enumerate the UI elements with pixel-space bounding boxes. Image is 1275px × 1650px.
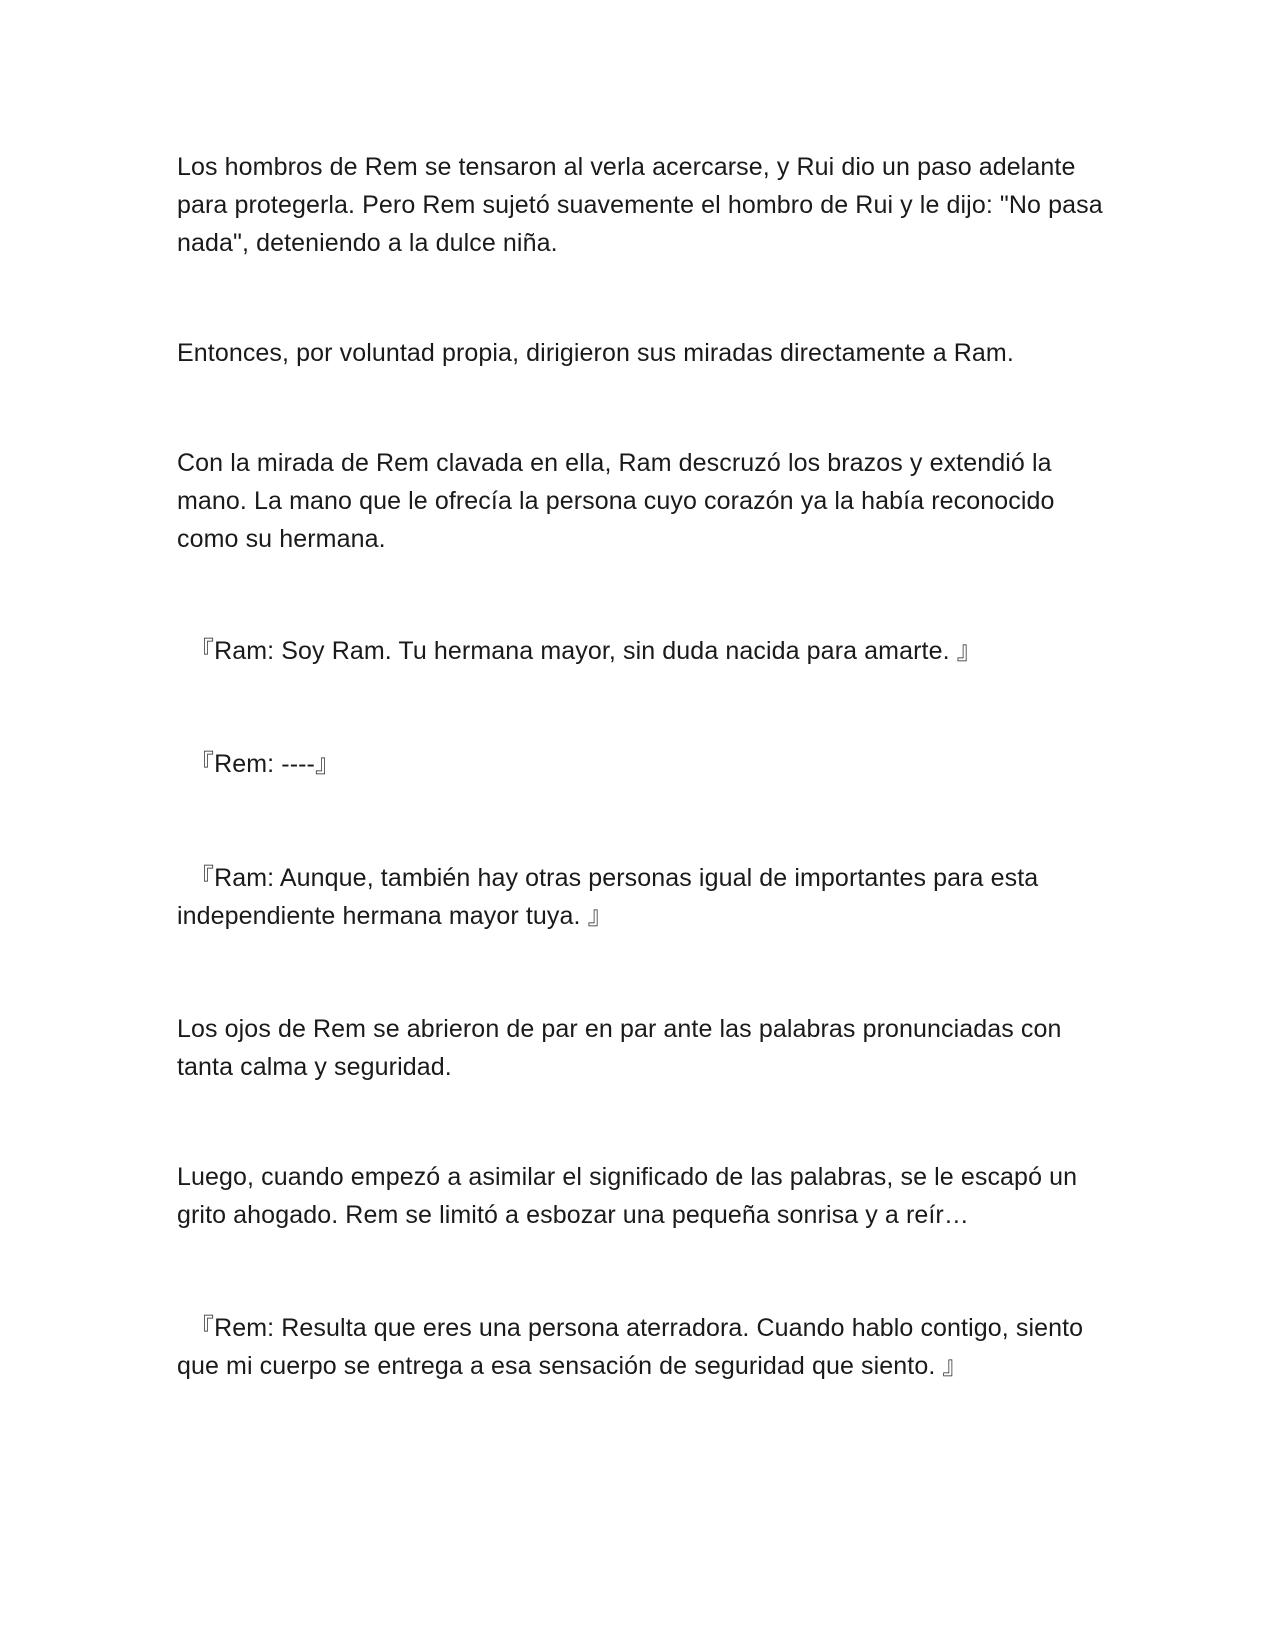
paragraph-dialogue-ram-2: 『Ram: Aunque, también hay otras personas igual de importantes para esta independiente hermana mayor tuya. 』 xyxy=(177,864,1039,930)
paragraph-narration-5: Luego, cuando empezó a asimilar el significado de las palabras, se le escapó un grito ahogado. Rem se limitó a esbozar una pequeña sonrisa y a reír… xyxy=(177,1163,1078,1229)
paragraph-narration-4: Los ojos de Rem se abrieron de par en par ante las palabras pronunciadas con tanta calma y seguridad. xyxy=(177,1015,1062,1081)
paragraph-dialogue-rem-1: 『Rem: ----』 xyxy=(189,750,341,778)
paragraph-dialogue-ram-1: 『Ram: Soy Ram. Tu hermana mayor, sin duda nacida para amarte. 』 xyxy=(189,637,982,665)
paragraph-narration-3: Con la mirada de Rem clavada en ella, Ram descruzó los brazos y extendió la mano. La mano que le ofrecía la persona cuyo corazón ya la había reconocido como su hermana. xyxy=(177,449,1055,553)
paragraph-narration-1: Los hombros de Rem se tensaron al verla acercarse, y Rui dio un paso adelante para protegerla. Pero Rem sujetó suavemente el hombro de Rui y le dijo: "No pasa nada", deteniendo a la dulce niña. xyxy=(177,153,1103,257)
paragraph-dialogue-rem-2: 『Rem: Resulta que eres una persona aterradora. Cuando hablo contigo, siento que mi cuerpo se entrega a esa sensación de seguridad que siento. 』 xyxy=(177,1314,1084,1380)
paragraph-narration-2: Entonces, por voluntad propia, dirigieron sus miradas directamente a Ram. xyxy=(177,339,1014,367)
